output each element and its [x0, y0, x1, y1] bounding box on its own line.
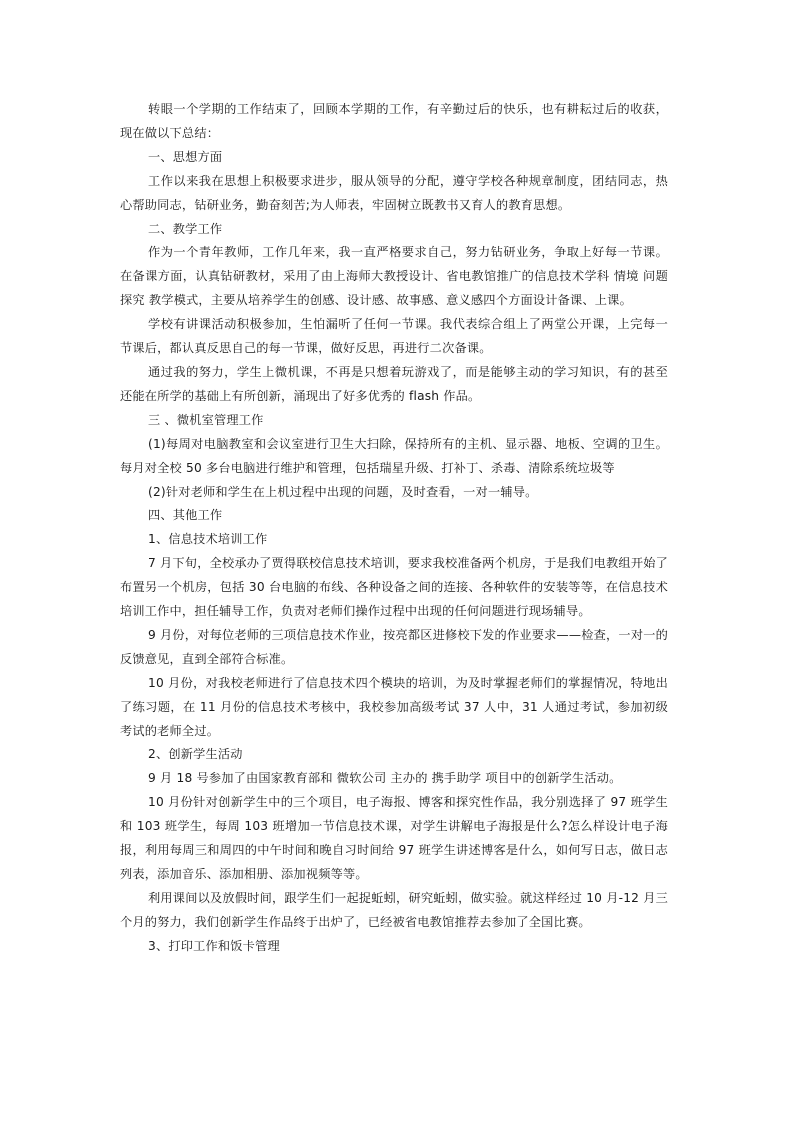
- paragraph: 通过我的努力，学生上微机课，不再是只想着玩游戏了，而是能够主动的学习知识，有的甚至还能在所学的基础上有所创新，涌现出了好多优秀的 flash 作品。: [120, 364, 668, 403]
- document-body: [120, 98, 668, 959]
- paragraph: 利用课间以及放假时间，跟学生们一起捉蚯蚓，研究蚯蚓，做实验。就这样经过 10 月-12 月三个月的努力，我们创新学生作品终于出炉了，已经被省电教馆推荐去参加了全国比赛。: [120, 890, 668, 929]
- paragraph: 工作以来我在思想上积极要求进步，服从领导的分配，遵守学校各种规章制度，团结同志，热心帮助同志，钻研业务，勤奋刻苦;为人师表，牢固树立既教书又育人的教育思想。: [120, 173, 668, 212]
- paragraph: 二、教学工作: [148, 221, 223, 236]
- paragraph: 转眼一个学期的工作结束了，回顾本学期的工作，有辛勤过后的快乐，也有耕耘过后的收获，现在做以下总结：: [120, 102, 668, 140]
- paragraph: 10 月份，对我校老师进行了信息技术四个模块的培训，为及时掌握老师们的掌握情况，特地出了练习题，在 11 月份的信息技术考核中，我校参加高级考试 37 人中，31 人通过考试，参加初级考试的老师全过。: [120, 675, 668, 738]
- paragraph: 作为一个青年教师，工作几年来，我一直严格要求自己，努力钻研业务，争取上好每一节课。在备课方面，认真钻研教材，采用了由上海师大教授设计、省电教馆推广的信息技术学科 情境 问题 探究 教学模式，主要从培养学生的创感、设计感、故事感、意义感四个方面设计备课、上课。: [120, 245, 668, 308]
- paragraph: (1)每周对电脑教室和会议室进行卫生大扫除，保持所有的主机、显示器、地板、空调的卫生。每月对全校 50 多台电脑进行维护和管理，包括瑞星升级、打补丁、杀毒、清除系统垃圾等: [120, 436, 668, 475]
- paragraph: 一、思想方面: [148, 149, 223, 164]
- paragraph: 2、创新学生活动: [148, 747, 243, 762]
- paragraph: 四、其他工作: [148, 508, 223, 523]
- paragraph: (2)针对老师和学生在上机过程中出现的问题，及时查看，一对一辅导。: [148, 484, 538, 499]
- paragraph: 9 月份，对每位老师的三项信息技术作业，按亮都区进修校下发的作业要求——检查，一对一的反馈意见，直到全部符合标准。: [120, 627, 668, 666]
- paragraph: 1、信息技术培训工作: [148, 532, 268, 547]
- paragraph: 7 月下旬，全校承办了贾得联校信息技术培训，要求我校准备两个机房，于是我们电教组开始了布置另一个机房，包括 30 台电脑的布线、各种设备之间的连接、各种软件的安装等等，在信息技术培训工作中，担任辅导工作，负责对老师们操作过程中出现的任何问题进行现场辅导。: [120, 556, 668, 619]
- paragraph: 三 、微机室管理工作: [148, 412, 264, 427]
- paragraph: 10 月份针对创新学生中的三个项目，电子海报、博客和探究性作品，我分别选择了 97 班学生和 103 班学生，每周 103 班增加一节信息技术课，对学生讲解电子海报是什么?怎么样设计电子海报，利用每周三和周四的中午时间和晚自习时间给 97 班学生讲述博客是什么，如何写日志，做日志列表，添加音乐、添加相册、添加视频等等。: [120, 795, 668, 881]
- paragraph: 9 月 18 号参加了由国家教育部和 微软公司 主办的 携手助学 项目中的创新学生活动。: [148, 771, 622, 786]
- paragraph: 学校有讲课活动积极参加，生怕漏听了任何一节课。我代表综合组上了两堂公开课，上完每一节课后，都认真反思自己的每一节课，做好反思，再进行二次备课。: [120, 317, 668, 356]
- paragraph: 3、打印工作和饭卡管理: [148, 938, 280, 953]
